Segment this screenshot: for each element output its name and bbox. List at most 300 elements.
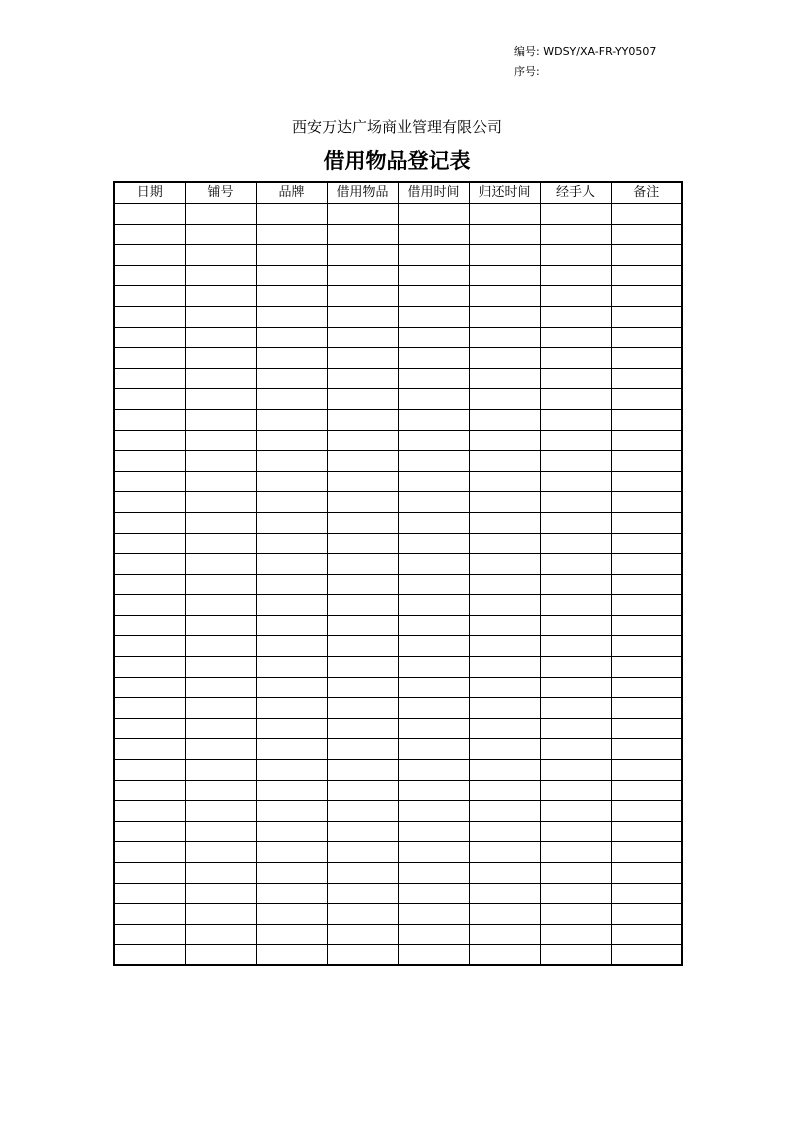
table-cell [398,533,469,554]
table-cell [398,430,469,451]
table-cell [327,574,398,595]
table-cell [327,780,398,801]
table-cell [540,533,611,554]
table-row [114,348,682,369]
table-cell [185,554,256,575]
table-row [114,883,682,904]
table-cell [398,265,469,286]
table-cell [611,245,682,266]
table-cell [327,512,398,533]
table-cell [611,265,682,286]
table-cell [327,554,398,575]
table-cell [469,224,540,245]
table-cell [185,204,256,225]
table-cell [611,657,682,678]
table-cell [327,801,398,822]
table-cell [327,677,398,698]
table-cell [185,595,256,616]
table-cell [611,595,682,616]
table-cell [185,512,256,533]
table-row [114,595,682,616]
table-cell [611,863,682,884]
table-cell [611,368,682,389]
table-row [114,306,682,327]
table-cell [185,863,256,884]
table-cell [469,945,540,966]
table-cell [185,718,256,739]
table-cell [611,512,682,533]
table-cell [114,821,185,842]
table-cell [540,863,611,884]
table-cell [469,924,540,945]
table-cell [540,657,611,678]
table-cell [469,801,540,822]
table-cell [540,245,611,266]
table-cell [327,842,398,863]
table-cell [540,204,611,225]
table-cell [611,821,682,842]
table-cell [611,389,682,410]
table-cell [540,821,611,842]
table-cell [469,760,540,781]
table-cell [114,451,185,472]
table-cell [398,636,469,657]
table-cell [469,636,540,657]
table-cell [611,677,682,698]
table-cell [469,883,540,904]
table-cell [469,863,540,884]
table-cell [540,595,611,616]
table-cell [327,451,398,472]
table-cell [398,471,469,492]
table-cell [185,945,256,966]
table-cell [114,327,185,348]
table-cell [114,595,185,616]
table-cell [185,409,256,430]
table-cell [540,904,611,925]
table-cell [398,574,469,595]
table-cell [185,821,256,842]
table-cell [256,595,327,616]
table-cell [114,924,185,945]
table-cell [540,615,611,636]
table-cell [185,286,256,307]
table-cell [611,224,682,245]
table-cell [185,574,256,595]
table-cell [114,739,185,760]
table-cell [114,677,185,698]
table-cell [540,327,611,348]
table-cell [256,863,327,884]
column-header-remarks: 备注 [611,182,682,204]
table-cell [540,409,611,430]
table-cell [540,512,611,533]
table-cell [114,883,185,904]
table-cell [327,430,398,451]
column-header-handler: 经手人 [540,182,611,204]
table-cell [256,718,327,739]
table-cell [185,698,256,719]
table-cell [327,245,398,266]
table-cell [327,595,398,616]
table-cell [327,533,398,554]
table-cell [398,924,469,945]
table-cell [611,409,682,430]
table-cell [114,306,185,327]
table-cell [114,760,185,781]
table-cell [611,883,682,904]
table-cell [327,409,398,430]
table-cell [327,924,398,945]
table-row [114,224,682,245]
table-cell [469,718,540,739]
table-cell [185,924,256,945]
column-header-brand: 品牌 [256,182,327,204]
table-cell [114,636,185,657]
table-cell [185,430,256,451]
table-cell [398,595,469,616]
document-serial-label: 序号: [514,65,540,78]
table-cell [256,636,327,657]
column-header-shop-no: 铺号 [185,182,256,204]
table-cell [256,451,327,472]
table-cell [256,657,327,678]
table-cell [398,821,469,842]
table-cell [611,615,682,636]
table-cell [327,327,398,348]
column-header-borrowed-item: 借用物品 [327,182,398,204]
table-cell [540,389,611,410]
table-cell [469,842,540,863]
table-row [114,533,682,554]
table-cell [185,636,256,657]
table-cell [256,842,327,863]
table-cell [327,204,398,225]
table-row [114,451,682,472]
table-row [114,698,682,719]
table-cell [327,224,398,245]
table-cell [540,348,611,369]
borrow-register-table [113,181,683,966]
table-cell [114,718,185,739]
table-cell [256,512,327,533]
column-header-return-time: 归还时间 [469,182,540,204]
table-row [114,904,682,925]
table-cell [327,615,398,636]
table-cell [469,430,540,451]
table-cell [540,368,611,389]
table-cell [327,368,398,389]
table-cell [540,471,611,492]
table-cell [398,389,469,410]
table-cell [469,904,540,925]
column-header-borrow-time: 借用时间 [398,182,469,204]
table-cell [398,204,469,225]
table-cell [540,286,611,307]
table-cell [398,677,469,698]
table-row [114,636,682,657]
table-cell [469,657,540,678]
table-cell [398,780,469,801]
table-cell [540,801,611,822]
table-cell [327,389,398,410]
table-cell [398,492,469,513]
table-cell [540,718,611,739]
table-cell [185,657,256,678]
table-cell [469,389,540,410]
table-cell [114,863,185,884]
table-cell [540,224,611,245]
table-cell [114,348,185,369]
table-row [114,430,682,451]
document-code-value: WDSY/XA-FR-YY0507 [543,45,657,58]
table-cell [256,471,327,492]
table-cell [256,780,327,801]
table-cell [469,204,540,225]
table-cell [256,883,327,904]
table-cell [185,327,256,348]
table-cell [256,904,327,925]
table-cell [398,698,469,719]
table-cell [114,430,185,451]
table-cell [327,904,398,925]
table-cell [540,698,611,719]
table-cell [185,389,256,410]
table-cell [185,904,256,925]
table-cell [256,327,327,348]
table-cell [469,698,540,719]
table-cell [611,904,682,925]
table-cell [114,533,185,554]
table-row [114,821,682,842]
table-row [114,245,682,266]
table-cell [327,265,398,286]
table-cell [540,554,611,575]
table-cell [540,306,611,327]
table-row [114,327,682,348]
table-cell [611,842,682,863]
table-cell [398,801,469,822]
table-cell [327,821,398,842]
table-cell [611,739,682,760]
table-cell [185,842,256,863]
table-cell [256,368,327,389]
table-cell [256,677,327,698]
table-row [114,801,682,822]
table-cell [469,286,540,307]
table-cell [540,924,611,945]
table-cell [114,801,185,822]
table-cell [256,574,327,595]
table-cell [256,924,327,945]
table-cell [398,842,469,863]
table-cell [398,348,469,369]
table-row [114,471,682,492]
table-cell [611,471,682,492]
table-cell [469,245,540,266]
table-cell [469,265,540,286]
table-row [114,945,682,966]
table-cell [469,492,540,513]
table-cell [114,389,185,410]
table-cell [256,389,327,410]
table-cell [185,677,256,698]
table-cell [114,945,185,966]
table-cell [327,636,398,657]
table-cell [185,801,256,822]
table-cell [114,492,185,513]
table-cell [611,327,682,348]
table-cell [540,677,611,698]
table-cell [611,204,682,225]
document-code-label: 编号: [514,45,540,58]
table-cell [185,451,256,472]
table-cell [327,698,398,719]
table-cell [114,842,185,863]
table-cell [469,348,540,369]
table-cell [398,615,469,636]
table-cell [469,554,540,575]
table-cell [185,306,256,327]
table-cell [540,265,611,286]
table-row [114,286,682,307]
table-cell [611,780,682,801]
table-cell [611,554,682,575]
table-cell [398,760,469,781]
table-cell [256,760,327,781]
table-cell [611,574,682,595]
table-row [114,409,682,430]
table-cell [469,821,540,842]
table-cell [185,471,256,492]
table-cell [469,306,540,327]
table-row [114,265,682,286]
table-cell [256,698,327,719]
table-cell [114,286,185,307]
table-cell [327,718,398,739]
table-cell [540,636,611,657]
table-cell [611,492,682,513]
table-cell [256,554,327,575]
table-cell [540,945,611,966]
table-row [114,863,682,884]
table-cell [398,368,469,389]
table-row [114,780,682,801]
table-cell [398,286,469,307]
table-cell [114,512,185,533]
table-row [114,512,682,533]
table-cell [611,430,682,451]
table-cell [185,780,256,801]
table-cell [256,306,327,327]
table-cell [185,760,256,781]
table-cell [469,615,540,636]
table-row [114,677,682,698]
table-row [114,492,682,513]
table-row [114,760,682,781]
table-row [114,204,682,225]
table-cell [256,348,327,369]
table-cell [540,739,611,760]
table-cell [469,368,540,389]
table-cell [611,718,682,739]
table-cell [540,883,611,904]
table-cell [327,945,398,966]
table-row [114,739,682,760]
table-cell [256,492,327,513]
table-cell [398,863,469,884]
table-cell [114,698,185,719]
table-cell [256,801,327,822]
document-serial [514,62,656,82]
table-cell [185,615,256,636]
table-cell [256,204,327,225]
table-cell [114,615,185,636]
table-cell [185,492,256,513]
table-cell [398,245,469,266]
table-cell [256,265,327,286]
table-cell [398,945,469,966]
table-cell [114,265,185,286]
table-cell [469,533,540,554]
table-cell [185,533,256,554]
table-row [114,554,682,575]
table-cell [398,451,469,472]
table-cell [256,615,327,636]
table-cell [256,945,327,966]
table-cell [114,471,185,492]
table-cell [398,409,469,430]
table-cell [256,286,327,307]
table-cell [256,245,327,266]
table-cell [327,306,398,327]
table-cell [327,739,398,760]
table-cell [114,224,185,245]
table-cell [469,451,540,472]
table-cell [398,512,469,533]
table-cell [114,368,185,389]
table-cell [469,677,540,698]
table-cell [327,883,398,904]
table-cell [611,636,682,657]
table-cell [398,883,469,904]
table-cell [327,286,398,307]
table-cell [327,657,398,678]
table-cell [327,348,398,369]
table-cell [469,739,540,760]
table-cell [398,739,469,760]
table-row [114,718,682,739]
table-cell [256,409,327,430]
table-cell [540,430,611,451]
table-cell [185,368,256,389]
table-cell [469,327,540,348]
table-cell [611,760,682,781]
table-cell [185,883,256,904]
table-cell [398,327,469,348]
table-row [114,368,682,389]
company-name: 西安万达广场商业管理有限公司 [291,118,502,136]
table-cell [185,245,256,266]
table-row [114,389,682,410]
table-cell [114,204,185,225]
column-header-date: 日期 [114,182,185,204]
table-cell [114,657,185,678]
table-cell [256,739,327,760]
table-cell [398,306,469,327]
table-cell [327,863,398,884]
table-cell [398,718,469,739]
